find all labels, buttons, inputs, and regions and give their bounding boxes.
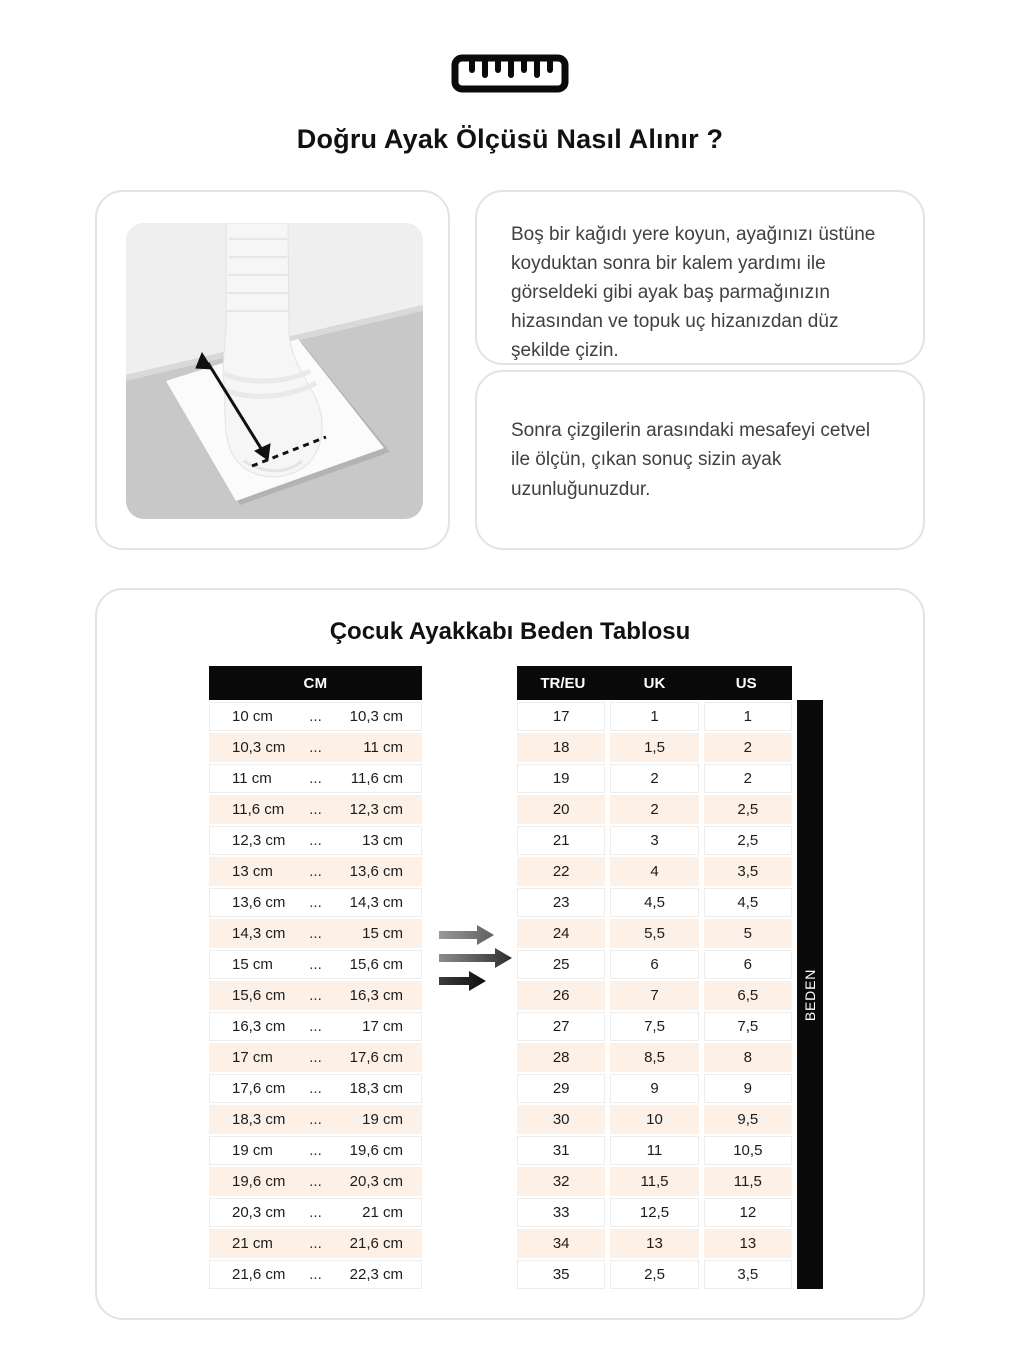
cm-table-row (209, 733, 422, 762)
size-cell: 8 (704, 1043, 792, 1072)
cm-table-row (209, 1229, 422, 1258)
size-cell: 3 (610, 826, 698, 855)
size-cell: 20 (517, 795, 605, 824)
size-cell: 2,5 (610, 1260, 698, 1289)
size-cell: 21 (517, 826, 605, 855)
cm-value: 16,3 cm (349, 987, 403, 1004)
size-column-header: TR/EU (540, 674, 586, 692)
size-cell: 22 (517, 857, 605, 886)
cm-value: 15 cm (362, 925, 403, 942)
size-cell: 31 (517, 1136, 605, 1165)
range-separator: ... (309, 832, 322, 849)
size-table-body (517, 700, 792, 1289)
page-title: Doğru Ayak Ölçüsü Nasıl Alınır ? (296, 124, 724, 154)
size-cell: 29 (517, 1074, 605, 1103)
size-cell: 1 (610, 702, 698, 731)
cm-value: 11,6 cm (350, 770, 403, 787)
range-separator: ... (309, 894, 322, 911)
cm-table-row (209, 702, 422, 731)
size-cell: 2 (704, 764, 792, 793)
range-separator: ... (309, 956, 322, 973)
size-table-card (95, 588, 925, 1320)
cm-table-row (209, 1105, 422, 1134)
size-cell: 12 (704, 1198, 792, 1227)
range-separator: ... (309, 708, 322, 725)
cm-table-row (209, 981, 422, 1010)
size-column-header: UK (643, 674, 666, 692)
size-cell: 5 (704, 919, 792, 948)
size-cell: 12,5 (610, 1198, 698, 1227)
cm-value: 12,3 cm (349, 801, 403, 818)
cm-value: 22,3 cm (349, 1266, 403, 1283)
size-cell: 25 (517, 950, 605, 979)
size-cell: 4,5 (704, 888, 792, 917)
cm-value: 15,6 cm (232, 987, 286, 1004)
size-cell: 2,5 (704, 795, 792, 824)
cm-value: 19 cm (362, 1111, 403, 1128)
cm-value: 14,3 cm (232, 925, 286, 942)
cm-range-table (209, 666, 422, 1289)
cm-value: 19,6 cm (232, 1173, 286, 1190)
size-cell: 33 (517, 1198, 605, 1227)
size-cell: 9 (610, 1074, 698, 1103)
cm-table-row (209, 1167, 422, 1196)
size-cell: 9,5 (704, 1105, 792, 1134)
cm-value: 13 cm (232, 863, 273, 880)
cm-value: 11 cm (232, 770, 272, 787)
arrows-right-icon (437, 924, 515, 997)
size-cell: 10 (610, 1105, 698, 1134)
cm-value: 17 cm (232, 1049, 273, 1066)
cm-value: 15 cm (232, 956, 273, 973)
cm-table-row (209, 1074, 422, 1103)
size-cell: 32 (517, 1167, 605, 1196)
cm-value: 21,6 cm (349, 1235, 403, 1252)
cm-value: 10,3 cm (349, 708, 403, 725)
size-cell: 2,5 (704, 826, 792, 855)
size-cell: 6,5 (704, 981, 792, 1010)
size-cell: 2 (610, 795, 698, 824)
size-cell: 5,5 (610, 919, 698, 948)
range-separator: ... (309, 925, 322, 942)
foot-measurement-image (126, 223, 423, 519)
instruction-step2-text: Sonra çizgilerin arasındaki mesafeyi cetvel ile ölçün, çıkan sonuç sizin ayak uzunluğunuzdur. (511, 420, 871, 500)
size-cell: 1 (704, 702, 792, 731)
size-cell: 30 (517, 1105, 605, 1134)
range-separator: ... (309, 1080, 322, 1097)
size-cell: 13 (610, 1229, 698, 1258)
cm-value: 17,6 cm (232, 1080, 286, 1097)
cm-table-row (209, 1260, 422, 1289)
cm-value: 17,6 cm (349, 1049, 403, 1066)
cm-table-row (209, 919, 422, 948)
range-separator: ... (309, 1018, 322, 1035)
cm-value: 19,6 cm (349, 1142, 403, 1159)
size-cell: 8,5 (610, 1043, 698, 1072)
beden-side-bar (797, 700, 823, 1289)
size-table-header-row (517, 666, 792, 700)
range-separator: ... (309, 1142, 322, 1159)
range-separator: ... (309, 987, 322, 1004)
cm-value: 12,3 cm (232, 832, 286, 849)
size-cell: 11,5 (610, 1167, 698, 1196)
instruction-card-step1 (475, 190, 925, 365)
size-cell: 4 (610, 857, 698, 886)
cm-table-row (209, 795, 422, 824)
cm-value: 13 cm (362, 832, 403, 849)
instruction-step1-text: Boş bir kağıdı yere koyun, ayağınızı üstüne koyduktan sonra bir kalem yardımı ile görseldeki gibi ayak baş parmağınızın hizasından ve topuk uç hizanızdan düz şekilde çizin. (511, 224, 876, 362)
range-separator: ... (309, 1111, 322, 1128)
size-cell: 17 (517, 702, 605, 731)
size-cell: 10,5 (704, 1136, 792, 1165)
cm-value: 18,3 cm (232, 1111, 286, 1128)
cm-table-row (209, 1012, 422, 1041)
cm-value: 14,3 cm (349, 894, 403, 911)
ruler-icon (0, 50, 1020, 96)
cm-table-row (209, 1198, 422, 1227)
range-separator: ... (309, 1173, 322, 1190)
cm-table-row (209, 950, 422, 979)
cm-table-row (209, 826, 422, 855)
size-cell: 6 (704, 950, 792, 979)
size-cell: 26 (517, 981, 605, 1010)
size-cell: 34 (517, 1229, 605, 1258)
size-cell: 7,5 (610, 1012, 698, 1041)
cm-table-header: CM (209, 666, 422, 700)
size-cell: 2 (610, 764, 698, 793)
size-cell: 18 (517, 733, 605, 762)
cm-table-row (209, 857, 422, 886)
size-cell: 1,5 (610, 733, 698, 762)
cm-value: 11 cm (363, 739, 403, 756)
cm-value: 21 cm (362, 1204, 403, 1221)
size-cell: 11 (610, 1136, 698, 1165)
range-separator: ... (309, 863, 322, 880)
range-separator: ... (309, 770, 322, 787)
size-cell: 9 (704, 1074, 792, 1103)
cm-value: 10,3 cm (232, 739, 286, 756)
size-cell: 7 (610, 981, 698, 1010)
range-separator: ... (309, 739, 322, 756)
size-column-header: US (735, 674, 757, 692)
cm-value: 19 cm (232, 1142, 273, 1159)
cm-table-row (209, 1043, 422, 1072)
size-cell: 2 (704, 733, 792, 762)
size-cell: 24 (517, 919, 605, 948)
size-table-title: Çocuk Ayakkabı Beden Tablosu (329, 618, 691, 645)
size-cell: 13 (704, 1229, 792, 1258)
cm-table-row (209, 764, 422, 793)
cm-value: 15,6 cm (349, 956, 403, 973)
cm-value: 10 cm (232, 708, 273, 725)
range-separator: ... (309, 1266, 322, 1283)
cm-table-body (209, 702, 422, 1289)
size-cell: 3,5 (704, 857, 792, 886)
size-cell: 35 (517, 1260, 605, 1289)
range-separator: ... (309, 1204, 322, 1221)
range-separator: ... (309, 801, 322, 818)
size-cell: 28 (517, 1043, 605, 1072)
size-cell: 3,5 (704, 1260, 792, 1289)
cm-value: 20,3 cm (349, 1173, 403, 1190)
cm-value: 20,3 cm (232, 1204, 286, 1221)
range-separator: ... (309, 1049, 322, 1066)
beden-label: BEDEN (802, 968, 819, 1021)
cm-value: 13,6 cm (349, 863, 403, 880)
range-separator: ... (309, 1235, 322, 1252)
cm-value: 11,6 cm (232, 801, 285, 818)
size-cell: 6 (610, 950, 698, 979)
cm-value: 13,6 cm (232, 894, 286, 911)
size-cell: 11,5 (704, 1167, 792, 1196)
cm-value: 16,3 cm (232, 1018, 286, 1035)
size-cell: 23 (517, 888, 605, 917)
cm-value: 17 cm (362, 1018, 403, 1035)
cm-value: 18,3 cm (349, 1080, 403, 1097)
size-cell: 4,5 (610, 888, 698, 917)
cm-table-row (209, 888, 422, 917)
size-cell: 7,5 (704, 1012, 792, 1041)
instruction-card-step2 (475, 370, 925, 550)
measurement-photo-card (95, 190, 450, 550)
international-size-table (517, 666, 792, 1289)
cm-table-row (209, 1136, 422, 1165)
size-cell: 27 (517, 1012, 605, 1041)
cm-value: 21 cm (232, 1235, 273, 1252)
cm-value: 21,6 cm (232, 1266, 286, 1283)
size-cell: 19 (517, 764, 605, 793)
